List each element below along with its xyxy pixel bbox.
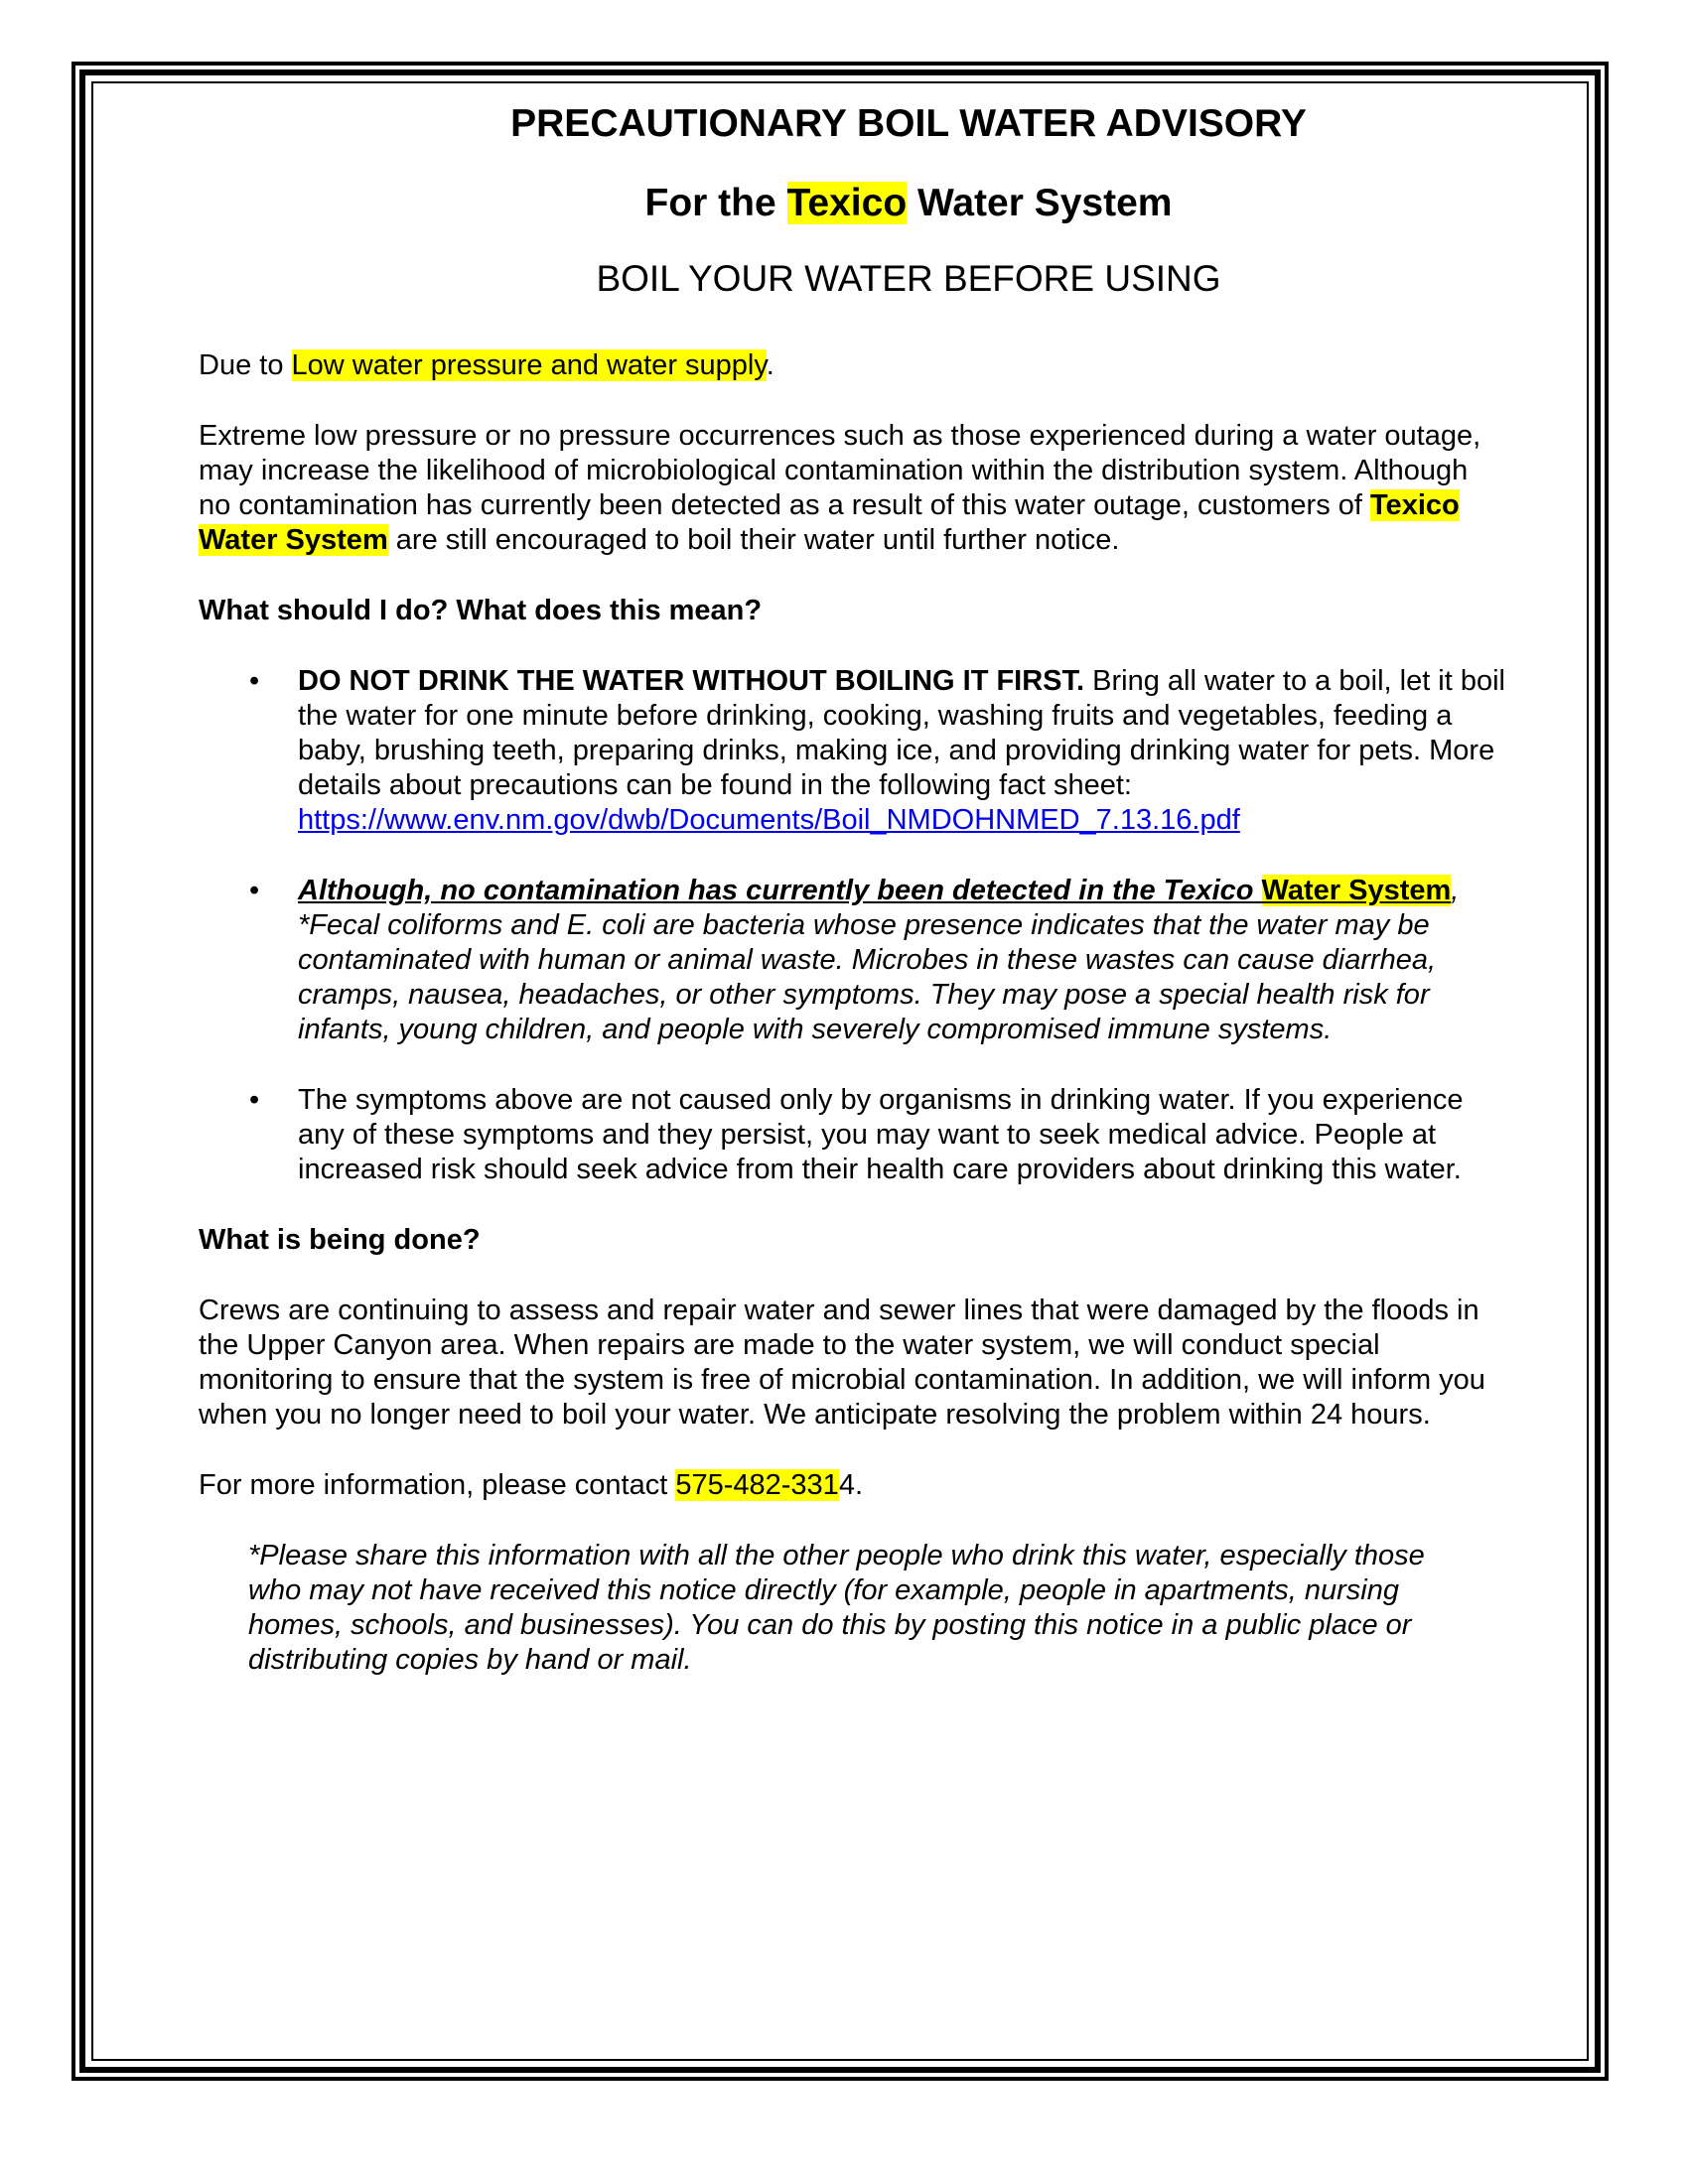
crews-paragraph: Crews are continuing to assess and repair water and sewer lines that were damaged by the floods in the Upper Canyon area. When repairs are made to the water system, we will conduct special monitoring to ensure that the system is free of microbial contamination. In addition, we will inform you when you no longer need to boil your water. We anticipate resolving the problem within 24 hours. <box>199 1295 1485 1431</box>
contact-suffix: . <box>854 1469 864 1501</box>
list-item <box>199 874 1509 1047</box>
bullet-icon: • <box>249 665 260 697</box>
being-done-heading: What is being done? <box>199 1224 481 1256</box>
contamination-text: , *Fecal coliforms and E. coli are bacteria whose presence indicates that the water may be contaminated with human or animal waste. Microbes in these wastes can cause diarrhea, cramps, nausea, headaches, or other symptoms. They may pose a special health risk for infants, young children, and people with severely compromised immune systems. <box>298 875 1460 1045</box>
subtitle-prefix: For the <box>644 182 787 224</box>
extreme-part1: Extreme low pressure or no pressure occurrences such as those experienced during a water outage, may increase the likelihood of microbiological contamination within the distribution system. Although no contamination has currently been detected as a result of this water outage, customers of <box>199 420 1481 521</box>
extreme-part2: are still encouraged to boil their water until further notice. <box>387 524 1120 556</box>
contact-phone-rest: 4 <box>838 1469 855 1501</box>
contact-paragraph <box>199 1468 1509 1503</box>
fact-sheet-link[interactable]: https://www.env.nm.gov/dwb/Documents/Boil_NMDOHNMED_7.13.16.pdf <box>298 804 1240 836</box>
contamination-lead-system: Water System <box>1261 875 1452 906</box>
due-to-paragraph <box>199 348 1509 383</box>
list-item <box>199 664 1509 838</box>
advisory-content <box>199 94 1509 1678</box>
subtitle-suffix: Water System <box>907 182 1173 224</box>
advisory-subtitle <box>253 174 1564 233</box>
bullet-icon: • <box>249 875 260 906</box>
subtitle-system-name: Texico <box>786 182 908 224</box>
contamination-lead: Although, no contamination has currently been detected in the Texico <box>298 875 1262 906</box>
symptoms-text: The symptoms above are not caused only by organisms in drinking water. If you experience any of these symptoms and they persist, you may want to seek medical advice. People at increased risk should seek advice from their health care providers about drinking this water. <box>298 1084 1464 1185</box>
extreme-system-name: Texico Water System <box>199 489 1460 556</box>
due-to-suffix: . <box>766 349 774 381</box>
advisory-title: PRECAUTIONARY BOIL WATER ADVISORY <box>510 102 1307 145</box>
contact-phone-highlighted: 575-482-331 <box>675 1469 839 1501</box>
boil-warning-lead: DO NOT DRINK THE WATER WITHOUT BOILING IT FIRST. <box>298 665 1085 697</box>
extreme-pressure-paragraph <box>199 419 1489 558</box>
instructions-list <box>199 664 1509 1187</box>
share-note: *Please share this information with all the other people who drink this water, especially those who may not have received this notice directly (for example, people in apartments, nursing homes, schools, and businesses). You can do this by posting this notice in a public place or distributing copies by hand or mail. <box>248 1540 1425 1676</box>
due-to-prefix: Due to <box>199 349 292 381</box>
bullet-icon: • <box>249 1084 260 1116</box>
list-item <box>199 1083 1509 1187</box>
boil-instruction-line: BOIL YOUR WATER BEFORE USING <box>596 258 1221 299</box>
boil-warning-text: Bring all water to a boil, let it boil the water for one minute before drinking, cooking, washing fruits and vegetables, feeding a baby, brushing teeth, preparing drinks, making ice, and providing drinking water for pets. More details about precautions can be found in the following fact sheet: <box>298 665 1506 801</box>
what-should-heading: What should I do? What does this mean? <box>199 595 763 626</box>
due-to-reason: Low water pressure and water supply <box>291 349 767 381</box>
contact-prefix: For more information, please contact <box>199 1469 676 1501</box>
